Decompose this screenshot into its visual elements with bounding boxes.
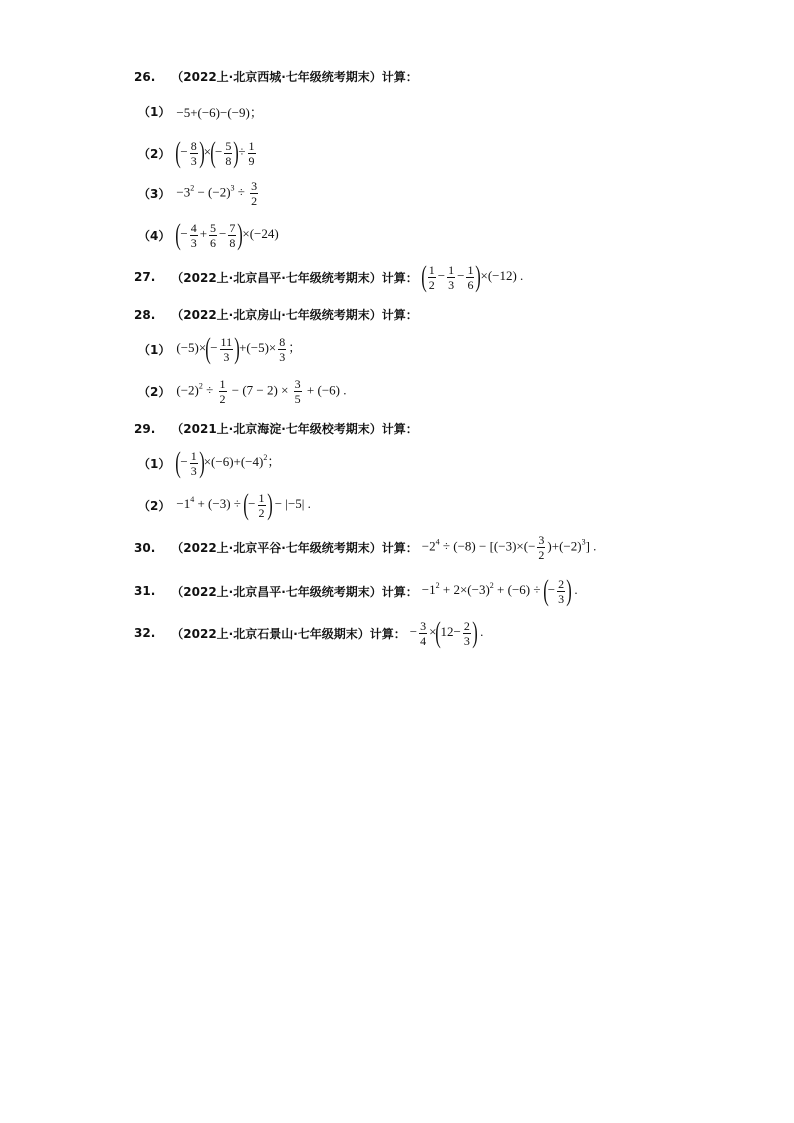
problem-31 xyxy=(134,576,578,606)
problem-number: 30. xyxy=(134,540,156,555)
problem-28-part-1 xyxy=(138,334,301,364)
problem-number: 31. xyxy=(134,584,156,598)
problem-29-part-2 xyxy=(138,490,311,520)
problem-source: （2022上·北京昌平·七年级统考期末）计算： xyxy=(171,270,418,285)
part-label: （1） xyxy=(138,456,171,471)
problem-source: （2022上·北京石景山·七年级期末）计算： xyxy=(171,626,406,641)
problem-number: 28. xyxy=(134,307,156,322)
problem-26-part-4 xyxy=(138,220,279,250)
problem-30 xyxy=(134,534,596,561)
problem-28-header xyxy=(134,306,418,323)
part-label: （3） xyxy=(138,187,171,201)
problem-source: （2021上·北京海淀·七年级校考期末）计算： xyxy=(171,422,418,436)
problem-29-part-1 xyxy=(138,448,280,478)
problem-number: 29. xyxy=(134,421,156,436)
problem-source: （2022上·北京西城·七年级统考期末）计算： xyxy=(171,70,418,84)
part-label: （2） xyxy=(138,385,171,399)
math-expression: $(-2)^2$ ÷ $\frac{1}{2}$ − (7 − 2) × $\frac{3}{5}$ + (−6) . xyxy=(176,377,347,406)
math-expression: $-1^2 + 2\times(-3)^2 + (-6)$ ÷ (− $\frac{2}{3}$ ) . xyxy=(421,574,578,607)
problem-26-part-3 xyxy=(138,180,260,207)
math-expression: (−5)×(− $\frac{11}{3}$ )+(−5)× $\frac{8}{3}$ ； xyxy=(176,332,302,365)
problem-26-part-1 xyxy=(138,102,263,121)
problem-26-part-2 xyxy=(138,138,258,168)
math-expression: (− $\frac{4}{3}$ + $\frac{5}{6}$ − $\frac{7}{8}$ )×(−24) xyxy=(175,218,279,251)
math-expression: $-3^2 - (-2)^3$ ÷ $\frac{3}{2}$ xyxy=(176,179,258,208)
problem-source: （2022上·北京平谷·七年级统考期末）计算： xyxy=(171,541,418,555)
math-expression: (− $\frac{1}{3}$ )$\times(-6)+(-4)^2$； xyxy=(175,446,281,479)
math-expression: ( $\frac{1}{2}$ − $\frac{1}{3}$ − $\frac{1}{6}$ )×(−12) . xyxy=(421,260,524,293)
math-expression: (− $\frac{8}{3}$ )×(− $\frac{5}{8}$ )÷ $\frac{1}{9}$ xyxy=(175,136,255,169)
problem-27 xyxy=(134,262,523,292)
problem-number: 32. xyxy=(134,626,156,640)
math-expression: $-2^4 \div (-8) - [(-3)\times(-$ $\frac{3}{2}$ )$+(-2)^3$] . xyxy=(421,533,597,562)
part-label: （1） xyxy=(138,105,171,119)
part-label: （2） xyxy=(138,498,171,513)
problem-number: 26. xyxy=(134,69,156,84)
part-label: （4） xyxy=(138,228,171,243)
math-expression: −5+(−6)−(−9)； xyxy=(176,105,263,120)
problem-32 xyxy=(134,618,483,648)
problem-number: 27. xyxy=(134,270,156,284)
part-label: （2） xyxy=(138,146,171,161)
problem-source: （2022上·北京昌平·七年级统考期末）计算： xyxy=(171,584,418,599)
math-expression: $-1^4 + (-3)$ ÷ (− $\frac{1}{2}$ ) − |−5| . xyxy=(176,488,311,521)
problem-source: （2022上·北京房山·七年级统考期末）计算： xyxy=(171,308,418,322)
problem-26-header xyxy=(134,68,418,85)
problem-29-header xyxy=(134,420,418,437)
math-expression: − $\frac{3}{4}$ ×(12− $\frac{2}{3}$ ) . xyxy=(409,616,484,649)
problem-28-part-2 xyxy=(138,378,346,405)
part-label: （1） xyxy=(138,342,171,357)
